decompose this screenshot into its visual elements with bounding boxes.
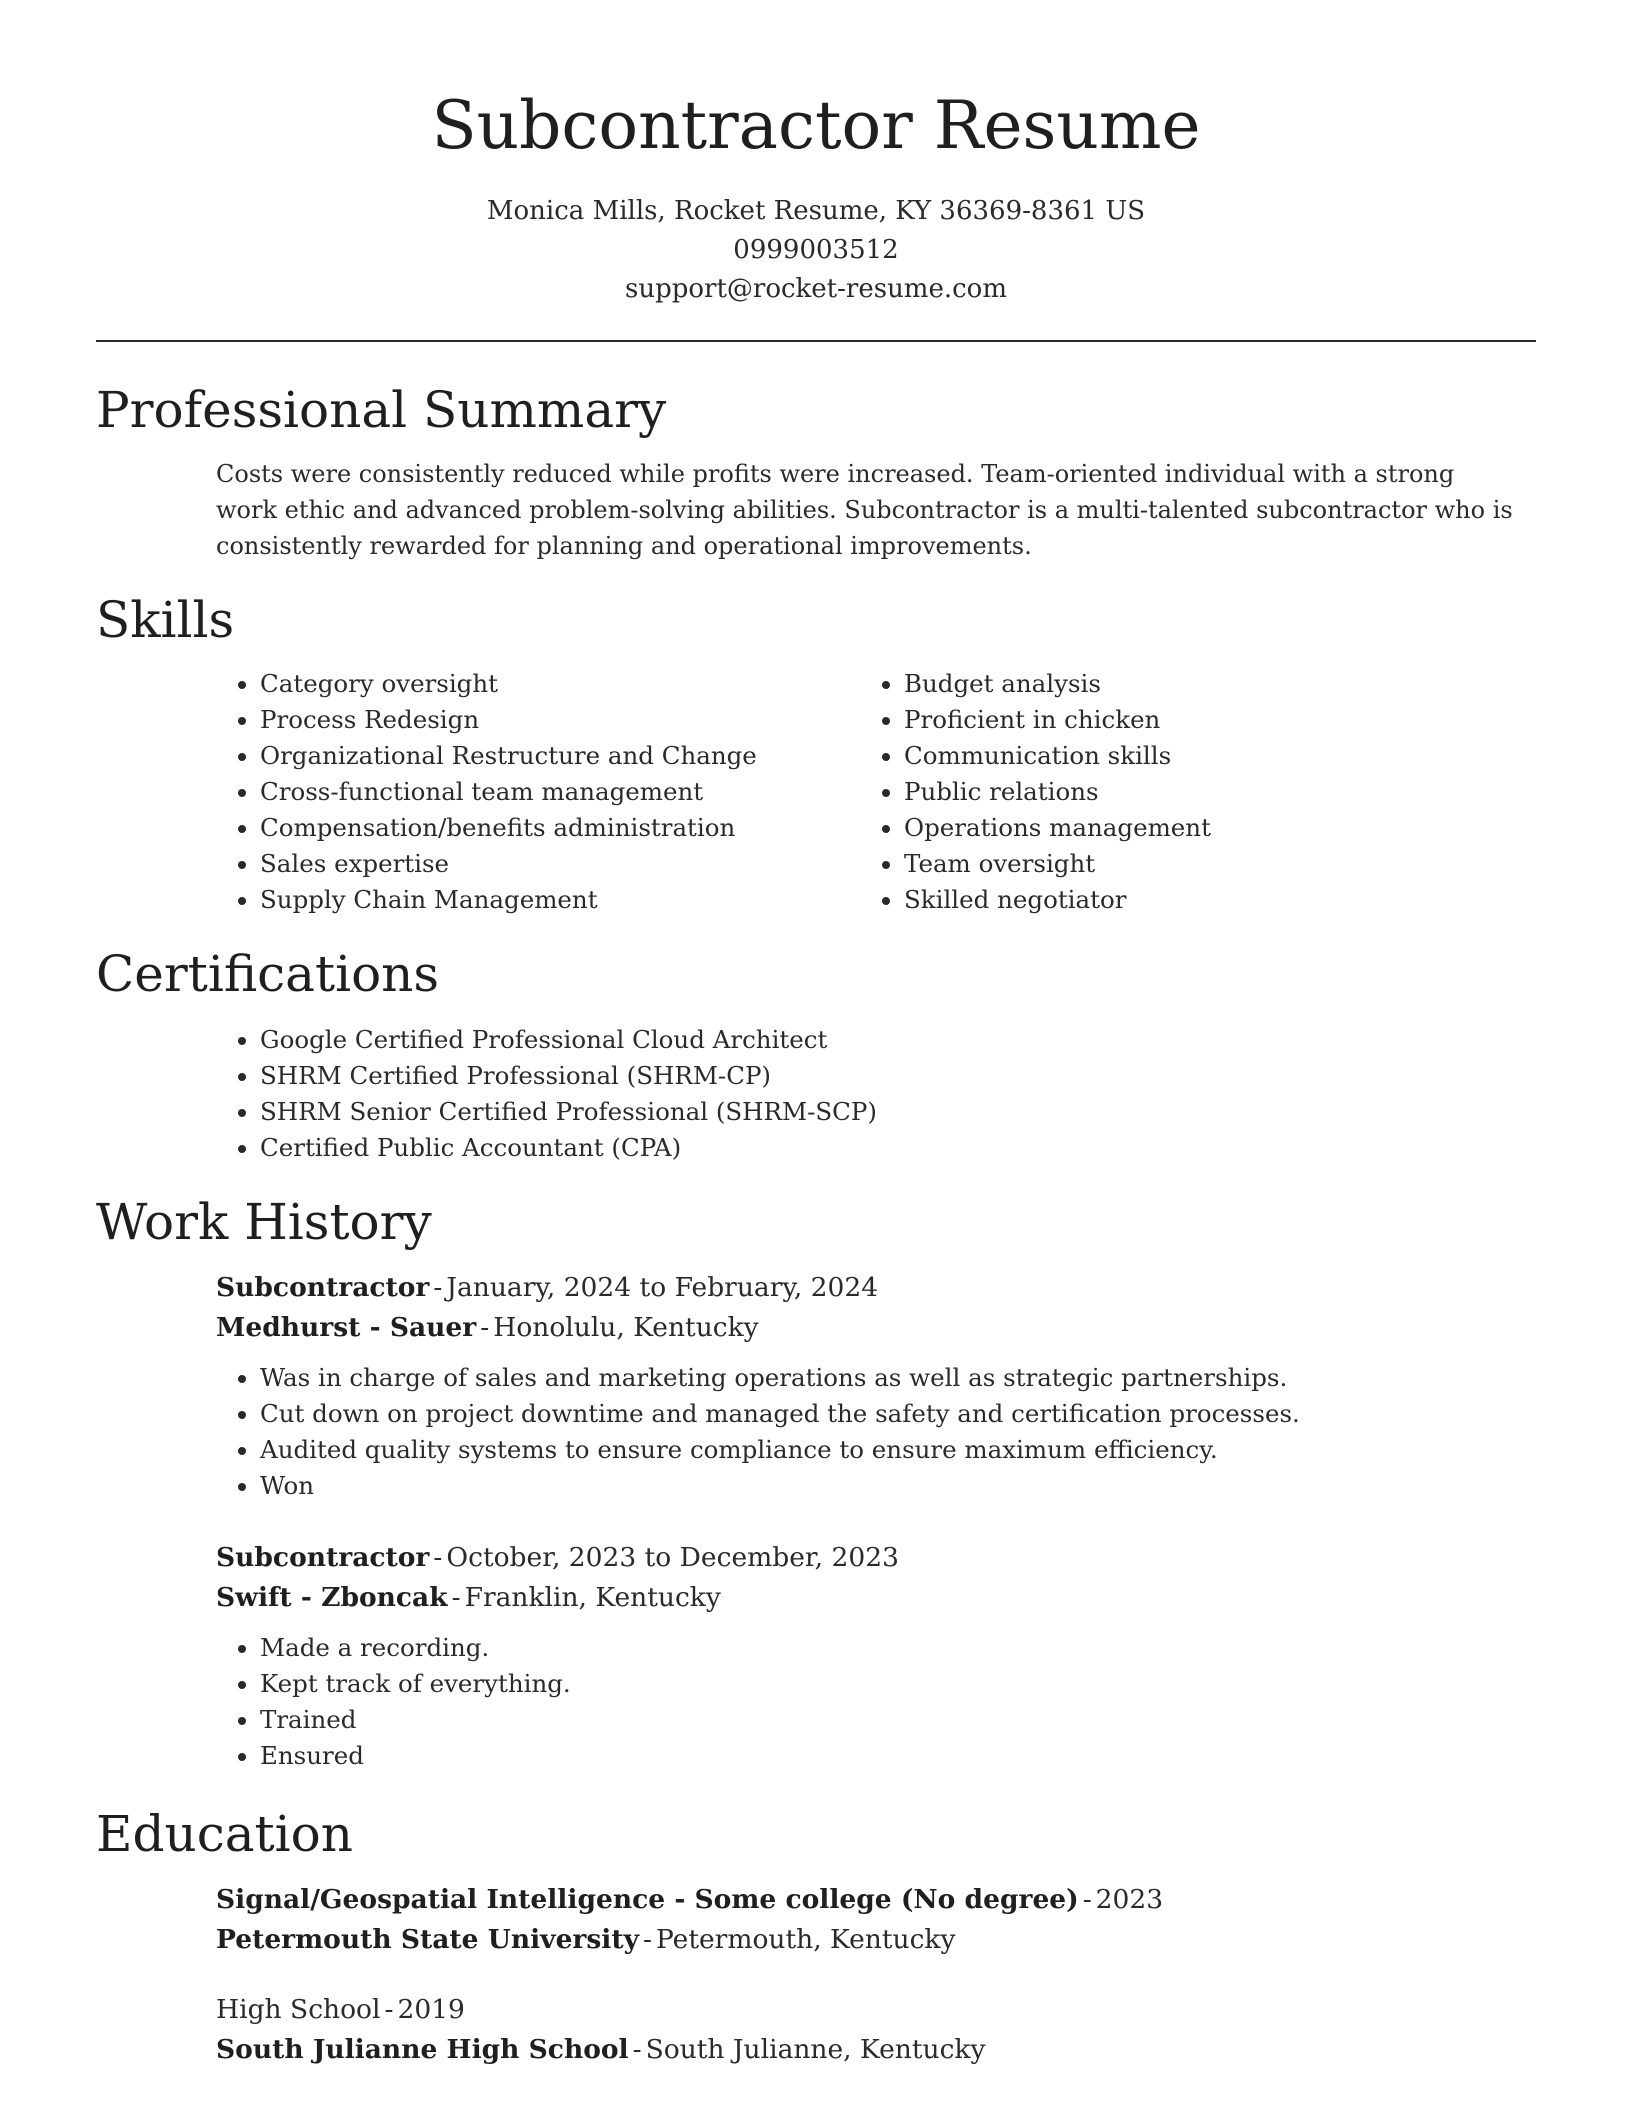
education-heading: Education [96, 1805, 353, 1863]
header-divider [96, 340, 1536, 342]
job-company: Medhurst - Sauer [216, 1312, 477, 1343]
education-field: High School [216, 1994, 381, 2025]
education-field: Signal/Geospatial Intelligence - Some college (No degree) [216, 1884, 1079, 1915]
skill-item: • Proficient in chicken [904, 702, 1544, 738]
summary-text: Costs were consistently reduced while profits were increased. Team-oriented individual with a strong work ethic and advanced problem-solving abilities. Subcontractor is a multi-talented subcontractor who is consistently rewarded for planning and operational improvements. [216, 460, 1513, 560]
summary-heading: Professional Summary [96, 381, 667, 439]
education-school: South Julianne High School [216, 2034, 629, 2065]
job-bullet: • Made a recording. [260, 1630, 1560, 1666]
skill-item: • Organizational Restructure and Change [260, 738, 860, 774]
skill-item: • Sales expertise [260, 846, 860, 882]
certification-item: • Google Certified Professional Cloud Architect [260, 1022, 1460, 1058]
certification-item: • SHRM Senior Certified Professional (SHRM-SCP) [260, 1094, 1460, 1130]
contact-address: Monica Mills, Rocket Resume, KY 36369-8361 US [486, 196, 1146, 226]
skill-item: • Process Redesign [260, 702, 860, 738]
skills-list-left [216, 666, 860, 918]
job-title: Subcontractor [216, 1272, 430, 1303]
education-location: South Julianne, Kentucky [645, 2034, 986, 2065]
skill-item: • Communication skills [904, 738, 1544, 774]
job-bullet: • Was in charge of sales and marketing operations as well as strategic partnerships. [260, 1360, 1560, 1396]
job-bullet: • Won [260, 1468, 1560, 1504]
job-bullets [216, 1630, 1560, 1774]
job-header: Subcontractor - October, 2023 to December, 2023 Swift - Zboncak - Franklin, Kentucky [216, 1542, 899, 1613]
job-bullet: • Ensured [260, 1738, 1560, 1774]
resume-title: Subcontractor Resume [431, 87, 1201, 164]
job-location: Franklin, Kentucky [464, 1582, 721, 1613]
job-company: Swift - Zboncak [216, 1582, 448, 1613]
contact-block [0, 192, 1632, 309]
skill-item: • Category oversight [260, 666, 860, 702]
skill-item: • Cross-functional team management [260, 774, 860, 810]
job-location: Honolulu, Kentucky [493, 1312, 759, 1343]
contact-phone: 0999003512 [733, 235, 899, 265]
job-bullets [216, 1360, 1560, 1504]
education-year: 2019 [397, 1994, 465, 2025]
certification-item: • Certified Public Accountant (CPA) [260, 1130, 1460, 1166]
skill-item: • Supply Chain Management [260, 882, 860, 918]
skills-heading: Skills [96, 591, 235, 649]
job-bullet: • Audited quality systems to ensure compliance to ensure maximum efficiency. [260, 1432, 1560, 1468]
skills-list-right [860, 666, 1544, 918]
skill-item: • Skilled negotiator [904, 882, 1544, 918]
contact-email: support@rocket-resume.com [624, 274, 1007, 304]
job-bullet: • Trained [260, 1702, 1560, 1738]
education-entry: Signal/Geospatial Intelligence - Some college (No degree) - 2023 Petermouth State University - Petermouth, Kentucky [216, 1884, 1164, 1955]
skill-item: • Public relations [904, 774, 1544, 810]
certification-item: • SHRM Certified Professional (SHRM-CP) [260, 1058, 1460, 1094]
job-title: Subcontractor [216, 1542, 430, 1573]
education-year: 2023 [1095, 1884, 1164, 1915]
education-school: Petermouth State University [216, 1924, 640, 1955]
certifications-list [216, 1022, 1460, 1166]
job-bullet: • Kept track of everything. [260, 1666, 1560, 1702]
skill-item: • Operations management [904, 810, 1544, 846]
education-entry: High School - 2019 South Julianne High School - South Julianne, Kentucky [216, 1994, 986, 2065]
skill-item: • Team oversight [904, 846, 1544, 882]
certifications-heading: Certifications [96, 945, 440, 1003]
work-history-heading: Work History [96, 1193, 432, 1251]
job-dates: January, 2024 to February, 2024 [446, 1272, 879, 1303]
job-header: Subcontractor - January, 2024 to February, 2024 Medhurst - Sauer - Honolulu, Kentucky [216, 1272, 879, 1343]
skill-item: • Compensation/benefits administration [260, 810, 860, 846]
education-location: Petermouth, Kentucky [656, 1924, 956, 1955]
job-dates: October, 2023 to December, 2023 [446, 1542, 899, 1573]
job-bullet: • Cut down on project downtime and managed the safety and certification processes. [260, 1396, 1560, 1432]
skill-item: • Budget analysis [904, 666, 1544, 702]
